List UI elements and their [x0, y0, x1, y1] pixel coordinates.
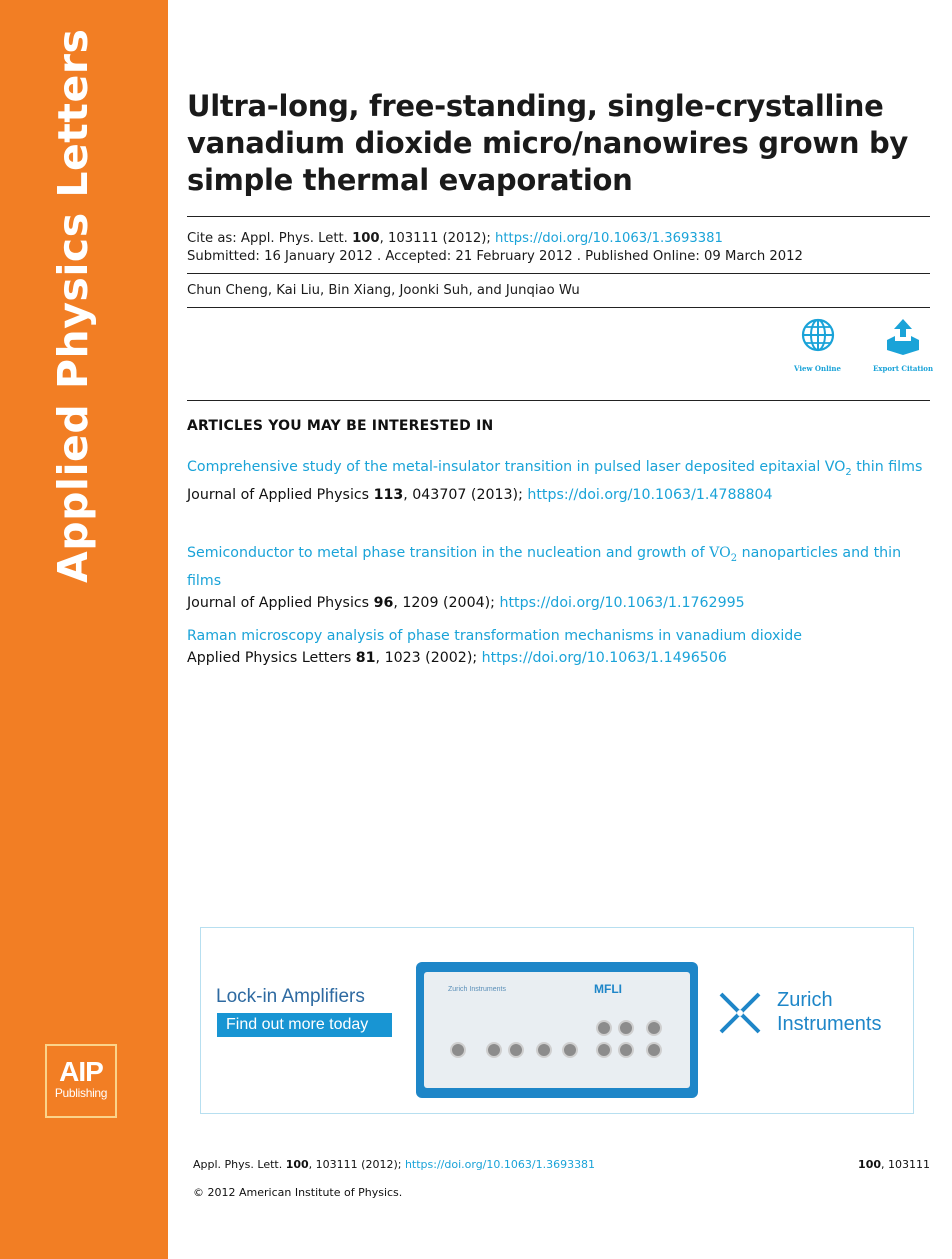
footer-cite-prefix: Appl. Phys. Lett.	[193, 1158, 286, 1171]
article-title: Ultra-long, free-standing, single-crystalline vanadium dioxide micro/nanowires grown by simple thermal evaporation	[187, 89, 909, 197]
device-model: MFLI	[594, 982, 622, 996]
journal-name: Journal of Applied Physics	[187, 486, 374, 503]
publishing-logo-text: Publishing	[54, 1086, 108, 1100]
connector-icon	[508, 1042, 524, 1058]
journal-name: Applied Physics Letters	[49, 28, 97, 583]
copyright: © 2012 American Institute of Physics.	[193, 1186, 403, 1199]
divider	[187, 400, 930, 401]
cite-rest: , 103111 (2012);	[379, 231, 496, 246]
related-article-source	[187, 592, 935, 614]
journal-name: Journal of Applied Physics	[187, 594, 374, 611]
related-article	[187, 456, 935, 506]
related-article	[187, 542, 935, 614]
volume: 81	[355, 650, 376, 666]
related-article-title[interactable]	[187, 456, 935, 484]
footer-right-number: , 103111	[881, 1158, 930, 1171]
brand-line: Zurich	[777, 989, 833, 1011]
export-icon	[883, 318, 923, 356]
related-doi-link[interactable]: https://doi.org/10.1063/1.1496506	[481, 650, 727, 666]
connector-icon	[596, 1020, 612, 1036]
journal-sidebar	[0, 0, 168, 1259]
aip-logo-text: AIP	[59, 1056, 103, 1087]
footer-page-id	[858, 1158, 930, 1171]
export-citation-button[interactable]	[872, 318, 934, 373]
related-doi-link[interactable]: https://doi.org/10.1063/1.1762995	[499, 594, 745, 611]
zurich-instruments-brand	[777, 988, 881, 1036]
related-article-title[interactable]: Raman microscopy analysis of phase transformation mechanisms in vanadium dioxide	[187, 628, 803, 644]
aip-publishing-logo[interactable]	[45, 1044, 117, 1118]
cite-prefix: Cite as: Appl. Phys. Lett.	[187, 231, 353, 246]
divider	[187, 216, 930, 217]
related-article-source	[187, 647, 935, 669]
view-online-label: View Online	[794, 364, 841, 373]
ad-headline: Lock-in Amplifiers	[216, 986, 365, 1007]
pages-year: , 1023 (2002);	[375, 650, 482, 666]
footer-citation	[193, 1158, 595, 1171]
zurich-instruments-logo-icon	[717, 990, 763, 1036]
connector-icon	[596, 1042, 612, 1058]
pages-year: , 1209 (2004);	[393, 594, 500, 611]
related-article-title[interactable]	[187, 542, 935, 592]
connector-icon	[618, 1020, 634, 1036]
footer-right-volume: 100	[858, 1158, 882, 1171]
citation-line	[187, 230, 723, 248]
connector-icon	[536, 1042, 552, 1058]
export-citation-label: Export Citation	[872, 364, 934, 373]
pages-year: , 043707 (2013);	[403, 486, 528, 503]
cite-volume: 100	[352, 231, 380, 246]
device-brand: Zurich Instruments	[448, 986, 506, 993]
lock-in-amplifier-image	[416, 962, 698, 1098]
brand-line: Instruments	[777, 1013, 882, 1035]
connector-icon	[486, 1042, 502, 1058]
related-article-source	[187, 484, 935, 506]
footer-volume: 100	[285, 1158, 309, 1171]
connector-icon	[646, 1020, 662, 1036]
connector-icon	[618, 1042, 634, 1058]
related-articles-heading: ARTICLES YOU MAY BE INTERESTED IN	[187, 418, 494, 434]
view-online-button[interactable]	[790, 318, 845, 373]
related-doi-link[interactable]: https://doi.org/10.1063/1.4788804	[527, 486, 773, 503]
related-article	[187, 625, 935, 669]
connector-icon	[450, 1042, 466, 1058]
subscript[interactable]: 2	[730, 552, 738, 564]
title-text[interactable]: Comprehensive study of the metal-insulator transition in pulsed laser deposited epitaxial VO	[187, 459, 846, 475]
subscript[interactable]: 2	[845, 466, 852, 478]
divider	[187, 273, 930, 274]
footer-cite-rest: , 103111 (2012);	[308, 1158, 405, 1171]
device-front-panel	[424, 972, 690, 1088]
volume: 96	[373, 594, 394, 611]
publication-dates: Submitted: 16 January 2012 . Accepted: 21 February 2012 . Published Online: 09 March 2012	[187, 249, 803, 264]
footer-doi-link[interactable]: https://doi.org/10.1063/1.3693381	[404, 1158, 596, 1171]
article-doi-link[interactable]: https://doi.org/10.1063/1.3693381	[495, 231, 723, 246]
volume: 113	[373, 486, 404, 503]
journal-name: Applied Physics Letters	[187, 650, 356, 666]
title-text[interactable]: thin films	[851, 459, 923, 475]
divider	[187, 307, 930, 308]
author-list: Chun Cheng, Kai Liu, Bin Xiang, Joonki Suh, and Junqiao Wu	[187, 283, 580, 298]
globe-icon	[801, 318, 835, 352]
find-out-more-button[interactable]: Find out more today	[217, 1013, 392, 1037]
connector-icon	[562, 1042, 578, 1058]
title-text[interactable]: Semiconductor to metal phase transition in the nucleation and growth of	[187, 545, 710, 561]
advertisement-banner[interactable]	[200, 927, 914, 1114]
title-text[interactable]: nanoparticles and thin films	[187, 545, 902, 589]
connector-icon	[646, 1042, 662, 1058]
formula[interactable]: VO	[709, 545, 731, 561]
